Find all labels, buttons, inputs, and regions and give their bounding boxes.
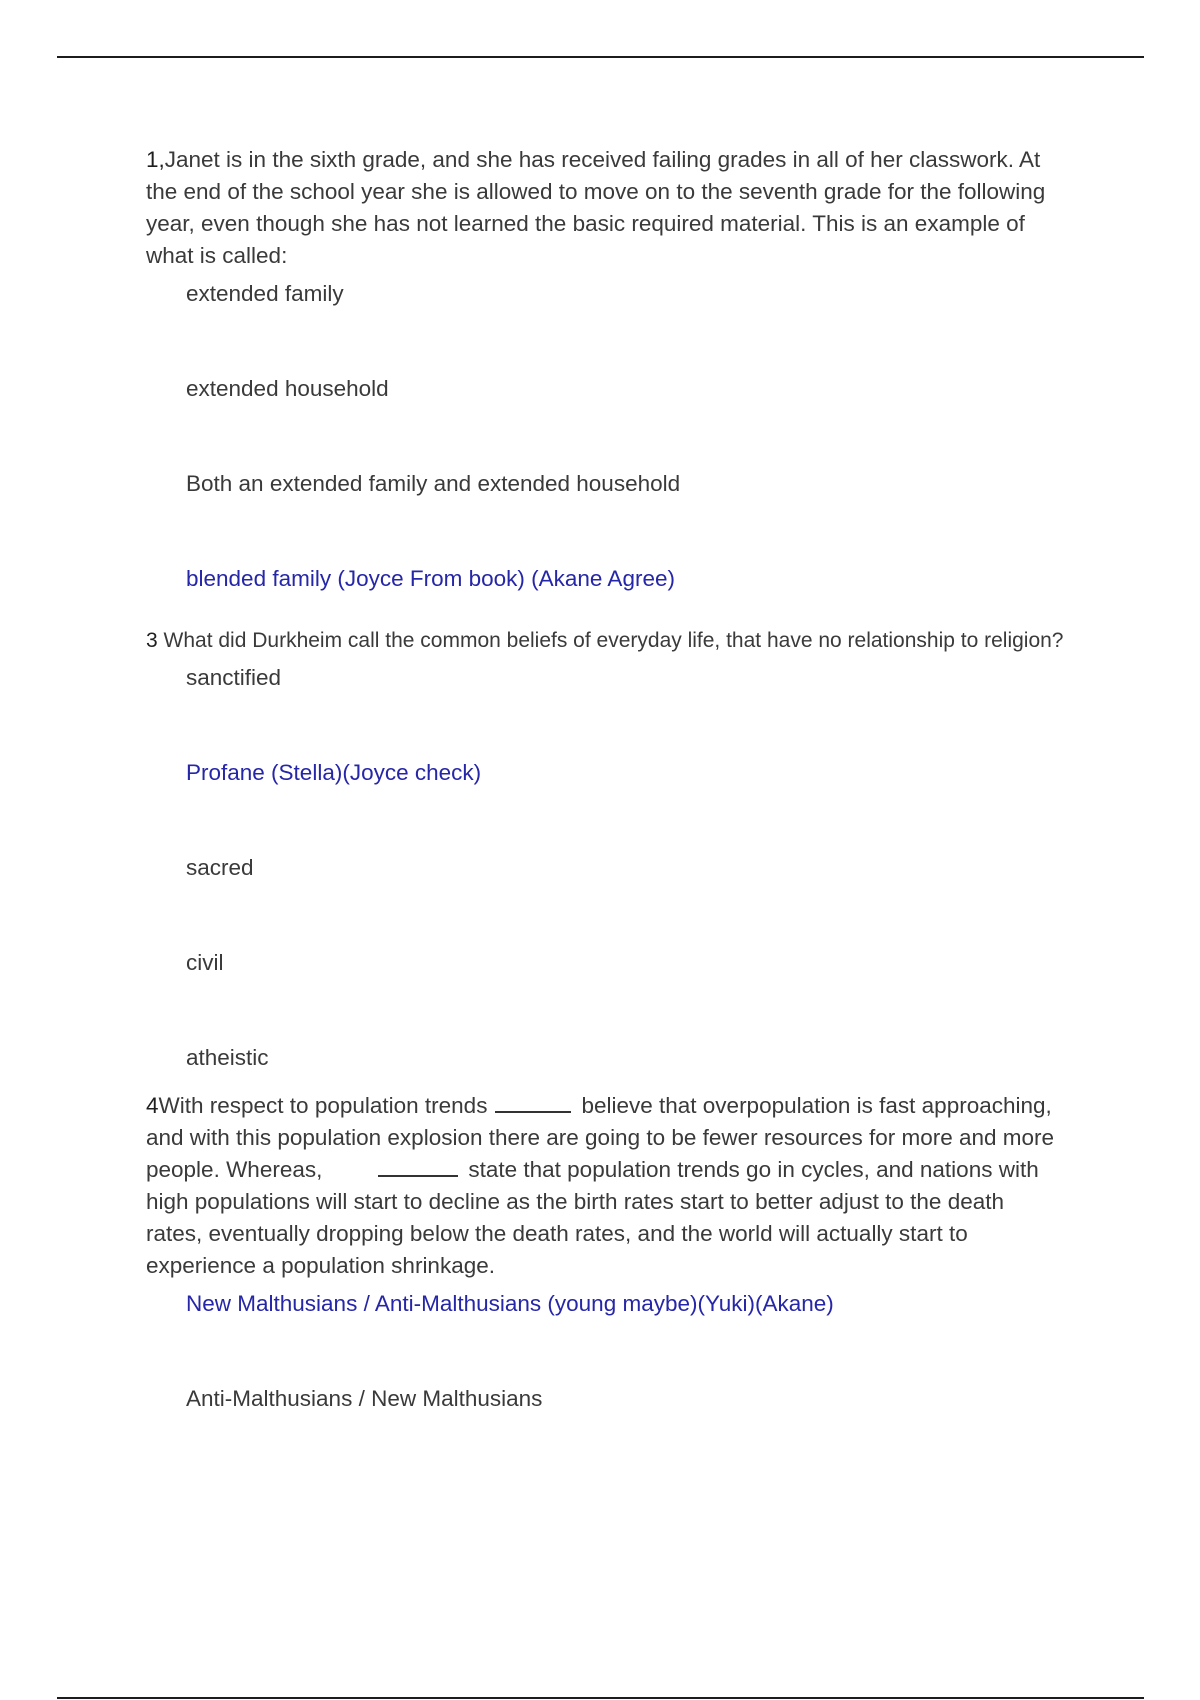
option: extended family [186, 281, 344, 306]
question-text-part-2: believe that overpopulation is fast approaching, and with this population explosion there are going to be fewer resources for more and more people. Whereas, [146, 1093, 1055, 1182]
selected-answer: blended family (Joyce From book) (Akane Agree) [186, 566, 675, 591]
option: sacred [186, 855, 254, 880]
question-3-options [146, 662, 1066, 1074]
question-number: 3 [146, 629, 158, 652]
question-1-options [146, 278, 1066, 595]
fill-in-blank [495, 1093, 571, 1113]
question-text-part-3: state that population trends go in cycles, and nations with high populations will start to decline as the birth rates start to better adjust to the death rates, eventually dropping below the death rates, and the world will actually start to experience a population shrinkage. [146, 1157, 1039, 1278]
question-number: 4 [146, 1093, 159, 1118]
question-4 [146, 1090, 1066, 1282]
selected-answer: Profane (Stella)(Joyce check) [186, 760, 482, 785]
selected-answer: New Malthusians / Anti-Malthusians (young maybe)(Yuki)(Akane) [186, 1291, 834, 1316]
option: extended household [186, 376, 389, 401]
question-4-options [146, 1288, 1066, 1415]
question-text: Janet is in the sixth grade, and she has received failing grades in all of her classwork. At the end of the school year she is allowed to move on to the seventh grade for the following year, even though she has not learned the basic required material. This is an example of what is called: [146, 147, 1046, 268]
question-text: What did Durkheim call the common beliefs of everyday life, that have no relationship to religion? [157, 629, 1064, 652]
bottom-rule [57, 1697, 1144, 1699]
option: civil [186, 950, 224, 975]
option: atheistic [186, 1045, 269, 1070]
option: Both an extended family and extended household [186, 471, 681, 496]
option: sanctified [186, 665, 282, 690]
top-rule [57, 56, 1144, 58]
question-number: 1, [146, 147, 165, 172]
question-text-part-1: With respect to population trends [158, 1093, 488, 1118]
question-3 [146, 625, 1066, 656]
question-1 [146, 144, 1066, 272]
fill-in-blank [378, 1157, 458, 1177]
document-body [146, 144, 1066, 1415]
option: Anti-Malthusians / New Malthusians [186, 1386, 543, 1411]
